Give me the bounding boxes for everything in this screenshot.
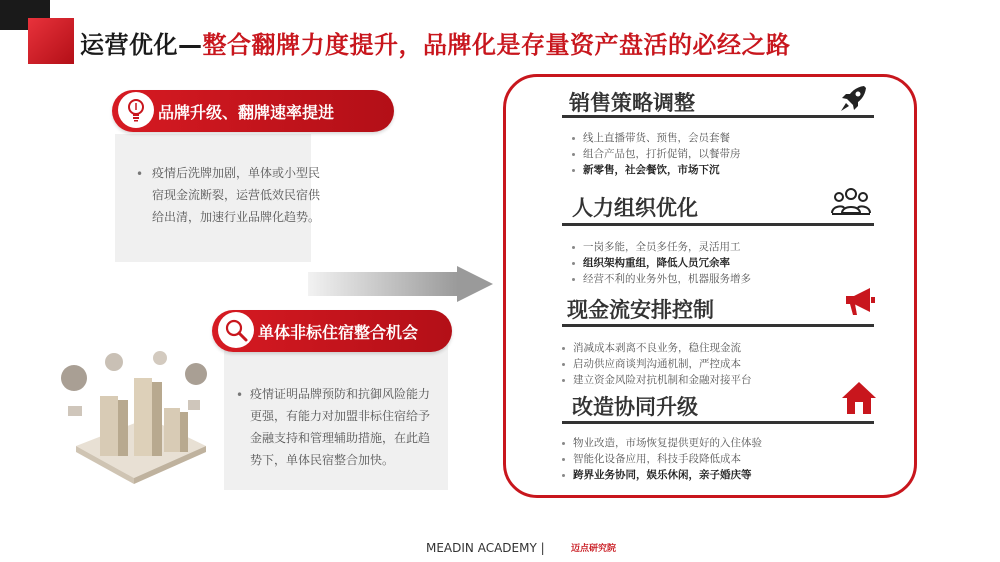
section-renovation-item <box>562 451 741 466</box>
section-sales-title: 销售策略调整 <box>569 91 695 115</box>
item-text: 组织架构重组，降低人员冗余率 <box>583 257 730 269</box>
list-dot <box>562 458 565 461</box>
section-cash-title: 现金流安排控制 <box>567 298 714 322</box>
banner-brand-upgrade <box>112 90 394 132</box>
bullet-dot: • <box>236 388 244 402</box>
corner-red-block <box>28 18 74 64</box>
section-hr-item <box>572 255 730 270</box>
section-sales-item <box>572 162 720 177</box>
section-cash-divider <box>562 324 874 327</box>
section-sales-item <box>572 146 741 161</box>
page-title <box>80 25 791 60</box>
item-text: 组合产品包，打折促销，以餐带房 <box>583 148 741 160</box>
list-dot <box>562 363 565 366</box>
city-illustration <box>56 348 216 486</box>
item-text: 经营不利的业务外包，机器服务增多 <box>583 273 751 285</box>
integration-text <box>250 383 450 471</box>
people-group-icon <box>831 185 871 217</box>
item-text: 建立资金风险对抗机制和金融对接平台 <box>573 374 752 386</box>
list-dot <box>562 442 565 445</box>
bullet-dot: • <box>136 167 144 181</box>
section-renovation-item <box>562 467 752 482</box>
list-dot <box>572 246 575 249</box>
magnifier-icon <box>218 312 254 348</box>
integration-line: 更强，有能力对加盟非标住宿给予 <box>250 409 431 423</box>
section-sales-item <box>572 130 730 145</box>
item-text: 消减成本剥离不良业务，稳住现金流 <box>573 342 741 354</box>
brand-upgrade-line: 宿现金流断裂，运营低效民宿供 <box>152 188 321 202</box>
list-dot <box>572 137 575 140</box>
section-hr-item <box>572 271 751 286</box>
section-sales-divider <box>562 115 874 118</box>
banner-integration-label: 单体非标住宿整合机会 <box>258 322 419 342</box>
footer-brand-text: MEADIN ACADEMY | <box>426 541 545 555</box>
footer-logo <box>568 539 617 555</box>
brand-upgrade-line: 疫情后洗牌加剧，单体或小型民 <box>152 166 321 180</box>
item-text: 一岗多能，全员多任务，灵活用工 <box>583 241 741 253</box>
house-icon <box>840 380 878 416</box>
list-dot <box>572 169 575 172</box>
item-text: 智能化设备应用，科技手段降低成本 <box>573 453 741 465</box>
rocket-icon <box>838 84 868 114</box>
lightbulb-icon <box>118 92 154 128</box>
item-text: 启动供应商谈判沟通机制，严控成本 <box>573 358 741 370</box>
section-hr-title: 人力组织优化 <box>572 196 698 220</box>
item-text: 线上直播带货、预售，会员套餐 <box>583 132 730 144</box>
section-hr-divider <box>562 223 874 226</box>
megaphone-icon <box>842 284 878 318</box>
section-hr-item <box>572 239 741 254</box>
list-dot <box>572 153 575 156</box>
banner-brand-upgrade-label: 品牌升级、翻牌速率提进 <box>158 102 335 122</box>
item-text: 跨界业务协同，娱乐休闲，亲子婚庆等 <box>573 469 752 481</box>
page-title-part1: 运营优化— <box>80 31 203 59</box>
section-renovation-divider <box>562 421 874 424</box>
list-dot <box>562 474 565 477</box>
integration-line: 势下，单体民宿整合加快。 <box>250 453 395 467</box>
list-dot <box>572 262 575 265</box>
item-text: 物业改造，市场恢复提供更好的入住体验 <box>573 437 762 449</box>
list-dot <box>562 379 565 382</box>
list-dot <box>562 347 565 350</box>
section-renovation-title: 改造协同升级 <box>572 395 698 419</box>
arrow-head-icon <box>457 266 495 302</box>
integration-line: 金融支持和管理辅助措施，在此趋 <box>250 431 431 445</box>
arrow-body <box>308 272 458 296</box>
section-renovation-item <box>562 435 762 450</box>
integration-line: 疫情证明品牌预防和抗御风险能力 <box>250 387 431 401</box>
section-cash-item <box>562 372 752 387</box>
banner-integration <box>212 310 452 352</box>
list-dot <box>572 278 575 281</box>
section-cash-item <box>562 356 741 371</box>
footer-logo-text: 迈点研究院 <box>571 543 617 554</box>
item-text: 新零售，社会餐饮，市场下沉 <box>583 164 720 176</box>
brand-upgrade-line: 给出清，加速行业品牌化趋势。 <box>152 210 321 224</box>
brand-upgrade-text <box>152 162 342 228</box>
section-cash-item <box>562 340 741 355</box>
page-title-part2: 整合翻牌力度提升，品牌化是存量资产盘活的必经之路 <box>202 31 791 59</box>
